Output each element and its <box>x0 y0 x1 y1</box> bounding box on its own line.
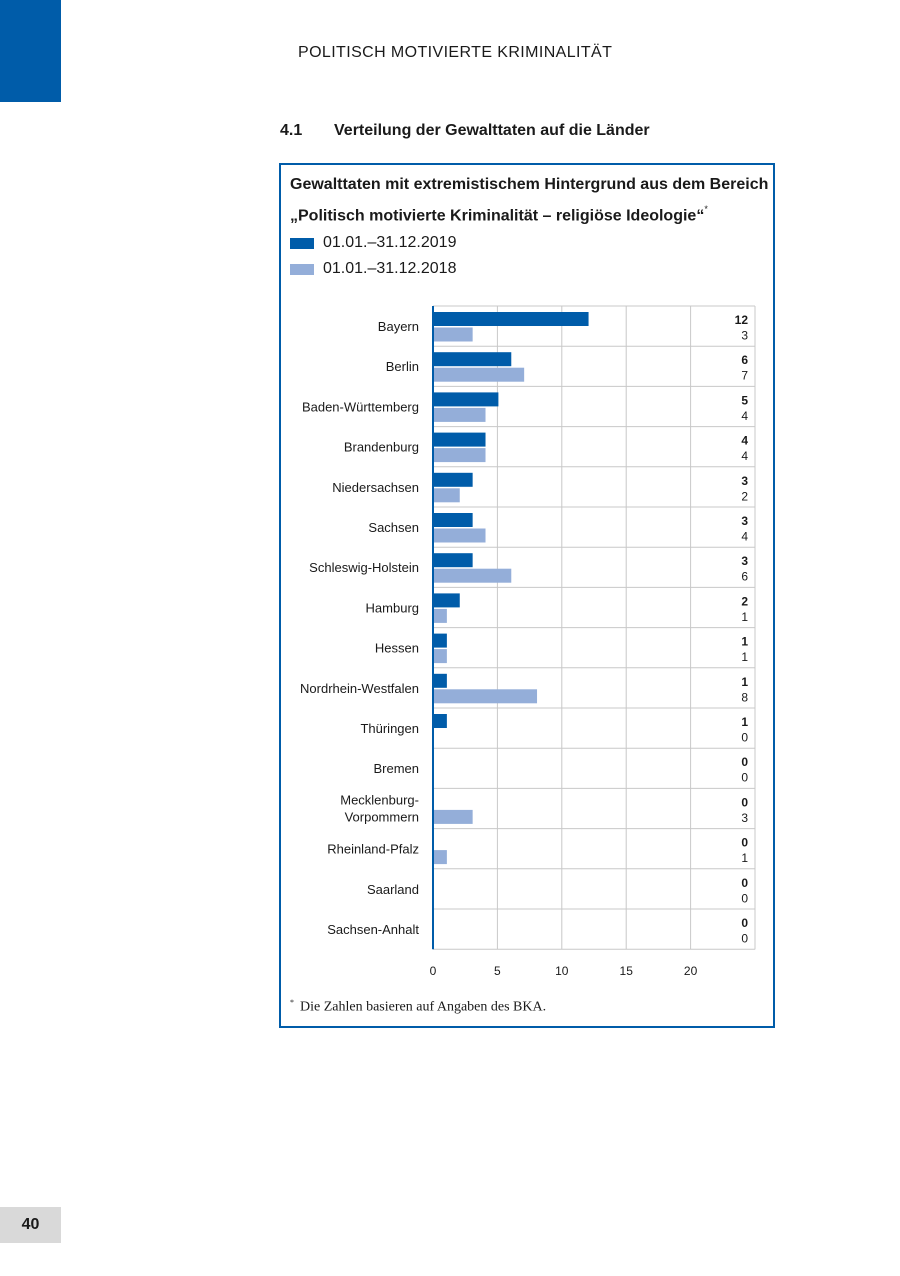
x-tick-label: 10 <box>555 964 569 979</box>
value-label-2018: 3 <box>741 328 748 343</box>
category-label: Hamburg <box>365 600 419 616</box>
bar-2018 <box>434 408 486 422</box>
value-label-2019: 3 <box>741 554 748 569</box>
bar-2019 <box>434 473 473 487</box>
category-label: Baden-Württemberg <box>301 399 419 415</box>
bar-2018 <box>434 529 486 543</box>
bar-2018 <box>434 328 473 342</box>
running-head: POLITISCH MOTIVIERTE KRIMINALITÄT <box>298 44 613 61</box>
bar-2019 <box>434 634 447 648</box>
value-label-2018: 1 <box>741 851 748 866</box>
bar-2018 <box>434 368 524 382</box>
bar-2019 <box>434 392 498 406</box>
category-label: Mecklenburg-Vorpommern <box>340 792 419 825</box>
section-title: Verteilung der Gewalttaten auf die Länder <box>334 122 650 139</box>
value-label-2019: 6 <box>741 353 748 368</box>
value-label-2018: 0 <box>741 770 748 785</box>
category-label: Niedersachsen <box>332 479 419 495</box>
value-label-2019: 4 <box>741 433 748 448</box>
bar-2018 <box>434 609 447 623</box>
x-tick-label: 20 <box>683 964 698 979</box>
category-label: Nordrhein-Westfalen <box>300 680 419 696</box>
bar-2018 <box>434 850 447 864</box>
category-label: Hessen <box>374 640 419 656</box>
value-label-2018: 3 <box>741 810 748 825</box>
bar-2018 <box>434 488 460 502</box>
footnote-marker: * <box>290 998 294 1007</box>
bar-2018 <box>434 448 486 462</box>
legend-label-2018: 01.01.–31.12.2018 <box>323 260 457 277</box>
value-label-2018: 1 <box>741 609 748 624</box>
category-label: Sachsen <box>368 520 419 535</box>
value-label-2018: 7 <box>741 368 748 383</box>
category-label: Bremen <box>373 761 419 777</box>
bar-2019 <box>434 714 447 728</box>
bar-2018 <box>434 810 473 824</box>
x-tick-label: 0 <box>429 964 437 979</box>
bar-2019 <box>434 312 589 326</box>
value-label-2018: 0 <box>741 931 748 946</box>
value-label-2019: 1 <box>741 715 748 729</box>
value-label-2018: 4 <box>741 408 748 423</box>
value-label-2018: 4 <box>741 529 748 544</box>
category-label: Sachsen-Anhalt <box>327 922 419 937</box>
value-label-2018: 6 <box>741 569 748 584</box>
value-label-2019: 0 <box>741 916 748 930</box>
bar-2019 <box>434 352 511 366</box>
category-label: Berlin <box>385 359 419 375</box>
value-label-2019: 12 <box>734 313 748 327</box>
value-label-2019: 1 <box>741 674 748 689</box>
category-label: Saarland <box>366 881 419 897</box>
x-tick-label: 15 <box>619 964 633 979</box>
value-label-2018: 8 <box>741 690 748 705</box>
bar-2018 <box>434 689 537 703</box>
chart-title-line1: Gewalttaten mit extremistischem Hintergrund aus dem Bereich <box>290 176 769 193</box>
value-label-2019: 0 <box>741 795 748 810</box>
category-label: Thüringen <box>360 721 419 736</box>
bar-2019 <box>434 513 473 527</box>
footnote-text: Die Zahlen basieren auf Angaben des BKA. <box>300 999 547 1015</box>
bar-2019 <box>434 674 447 688</box>
page-number: 40 <box>0 1207 61 1243</box>
category-label: Bayern <box>377 319 419 334</box>
value-label-2018: 4 <box>741 449 748 464</box>
bar-2019 <box>434 553 473 567</box>
bar-2018 <box>434 649 447 663</box>
value-label-2019: 2 <box>741 594 748 609</box>
legend-label-2019: 01.01.–31.12.2019 <box>323 234 457 251</box>
value-label-2018: 2 <box>741 489 748 504</box>
chart-title-line2: „Politisch motivierte Kriminalität – religiöse Ideologie“ <box>290 207 705 225</box>
x-tick-label: 5 <box>494 964 501 979</box>
footnote <box>290 998 546 1016</box>
category-label: Schleswig-Holstein <box>309 560 419 576</box>
category-label: Rheinland-Pfalz <box>327 841 419 857</box>
bar-2019 <box>434 593 460 607</box>
value-label-2019: 3 <box>741 473 748 488</box>
chart-title-marker: * <box>704 204 708 214</box>
bar-2019 <box>434 433 486 447</box>
value-label-2018: 0 <box>741 891 748 906</box>
value-label-2019: 3 <box>741 514 748 528</box>
value-label-2018: 1 <box>741 650 748 665</box>
value-label-2019: 0 <box>741 875 748 890</box>
section-number: 4.1 <box>280 122 303 139</box>
value-label-2019: 5 <box>741 393 748 408</box>
category-label: Brandenburg <box>343 439 419 455</box>
value-label-2019: 1 <box>741 634 748 649</box>
value-label-2019: 0 <box>741 755 748 770</box>
bar-2018 <box>434 569 511 583</box>
value-label-2019: 0 <box>741 835 748 850</box>
value-label-2018: 0 <box>741 730 748 745</box>
